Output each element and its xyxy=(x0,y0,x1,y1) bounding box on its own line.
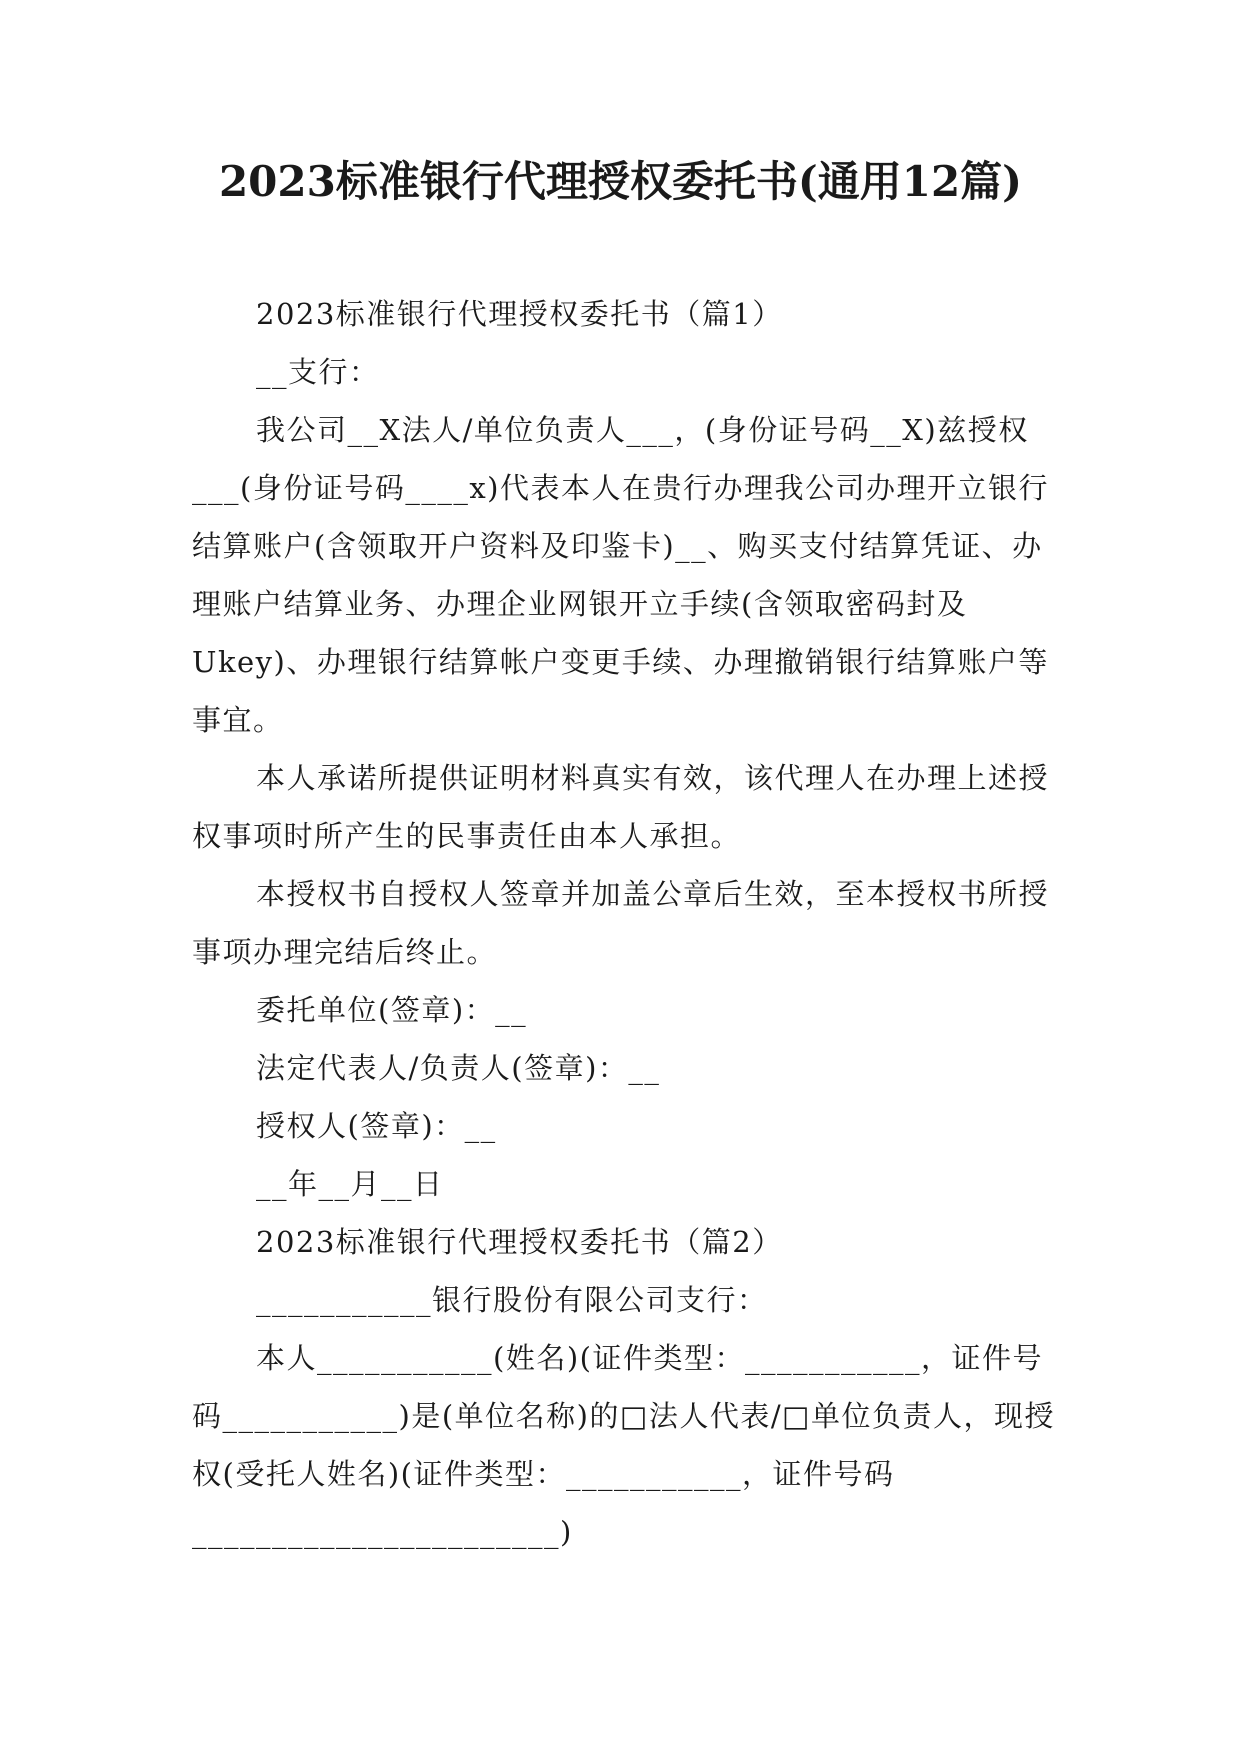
addressee-line-2: ___________银行股份有限公司支行： xyxy=(256,1283,768,1317)
authorization-paragraph: 我公司__X法人/单位负责人___，(身份证号码__X)兹授权___(身份证号码____x)代表本人在贵行办理我公司办理开立银行结算账户(含领取开户资料及印鉴卡)__、购买支付结算凭证、办理账户结算业务、办理企业网银开立手续(含领取密码封及Ukey)、办理银行结算帐户变更手续、办理撤销银行结算账户等事宜。 xyxy=(192,413,1049,737)
signature-legal-representative: 法定代表人/负责人(签章)：__ xyxy=(256,1051,661,1085)
addressee-line: __支行： xyxy=(256,355,380,389)
document-title: 2023标准银行代理授权委托书(通用12篇) xyxy=(218,157,1023,206)
authorization-paragraph-2: 本人___________(姓名)(证件类型：___________，证件号码___________)是(单位名称)的□法人代表/□单位负责人，现授权(受托人姓名)(证件类型：___________，证件号码_______________________) xyxy=(192,1341,1056,1549)
validity-paragraph: 本授权书自授权人签章并加盖公章后生效，至本授权书所授事项办理完结后终止。 xyxy=(192,877,1050,969)
commitment-paragraph: 本人承诺所提供证明材料真实有效，该代理人在办理上述授权事项时所产生的民事责任由本人承担。 xyxy=(192,761,1050,853)
section-heading-2: 2023标准银行代理授权委托书（篇2） xyxy=(256,1225,783,1259)
signature-authorizer: 授权人(签章)：__ xyxy=(256,1109,497,1143)
document-body xyxy=(192,285,1062,1561)
section-heading-1: 2023标准银行代理授权委托书（篇1） xyxy=(256,297,783,331)
signature-entrusting-unit: 委托单位(签章)：__ xyxy=(256,993,528,1027)
date-line: __年__月__日 xyxy=(256,1167,444,1201)
